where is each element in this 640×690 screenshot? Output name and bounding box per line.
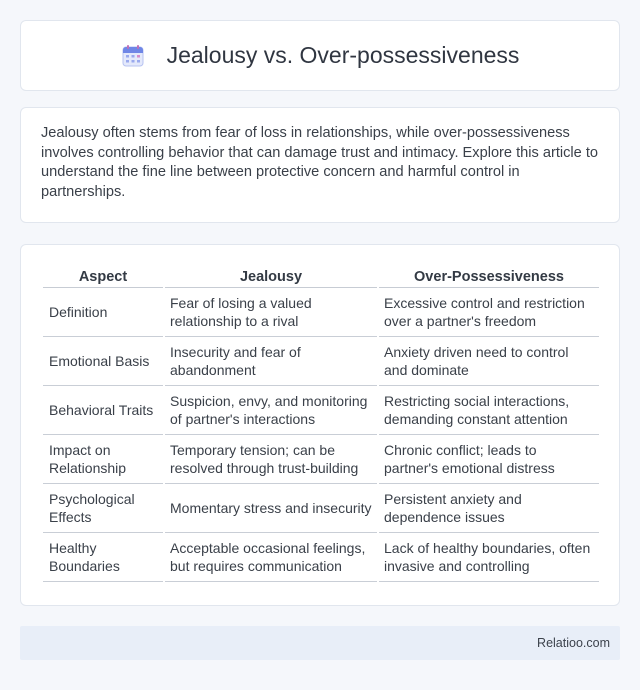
column-header-aspect: Aspect [43, 262, 163, 288]
table-row [43, 484, 599, 533]
header-card [20, 20, 620, 91]
table-row [43, 435, 599, 484]
header [121, 42, 520, 69]
comparison-card [20, 244, 620, 606]
row-aspect: Psychological Effects [43, 484, 163, 533]
row-over-possessiveness: Anxiety driven need to control and dominate [379, 337, 599, 386]
row-over-possessiveness: Persistent anxiety and dependence issues [379, 484, 599, 533]
column-header-jealousy: Jealousy [165, 262, 377, 288]
row-over-possessiveness: Restricting social interactions, demanding constant attention [379, 386, 599, 435]
table-row [43, 533, 599, 582]
intro-card [20, 107, 620, 223]
row-aspect: Behavioral Traits [43, 386, 163, 435]
table-row [43, 337, 599, 386]
row-aspect: Healthy Boundaries [43, 533, 163, 582]
row-over-possessiveness: Lack of healthy boundaries, often invasive and controlling [379, 533, 599, 582]
row-aspect: Emotional Basis [43, 337, 163, 386]
row-jealousy: Insecurity and fear of abandonment [165, 337, 377, 386]
row-jealousy: Suspicion, envy, and monitoring of partner's interactions [165, 386, 377, 435]
row-jealousy: Momentary stress and insecurity [165, 484, 377, 533]
row-jealousy: Fear of losing a valued relationship to a rival [165, 288, 377, 337]
row-over-possessiveness: Excessive control and restriction over a partner's freedom [379, 288, 599, 337]
column-header-over-possessiveness: Over-Possessiveness [379, 262, 599, 288]
row-over-possessiveness: Chronic conflict; leads to partner's emotional distress [379, 435, 599, 484]
comparison-table [41, 262, 601, 582]
table-header-row [43, 262, 599, 288]
row-jealousy: Temporary tension; can be resolved through trust-building [165, 435, 377, 484]
page-title: Jealousy vs. Over-possessiveness [166, 42, 520, 68]
footer-brand: Relatioo.com [537, 636, 610, 650]
table-row [43, 288, 599, 337]
footer-bar [20, 626, 620, 660]
calendar-icon [121, 44, 145, 68]
intro-paragraph: Jealousy often stems from fear of loss in relationships, while over-possessiveness involves controlling behavior that can damage trust and intimacy. Explore this article to understand the fine line between protective concern and harmful control in partnerships. [41, 125, 599, 200]
row-aspect: Definition [43, 288, 163, 337]
row-aspect: Impact on Relationship [43, 435, 163, 484]
table-row [43, 386, 599, 435]
row-jealousy: Acceptable occasional feelings, but requires communication [165, 533, 377, 582]
